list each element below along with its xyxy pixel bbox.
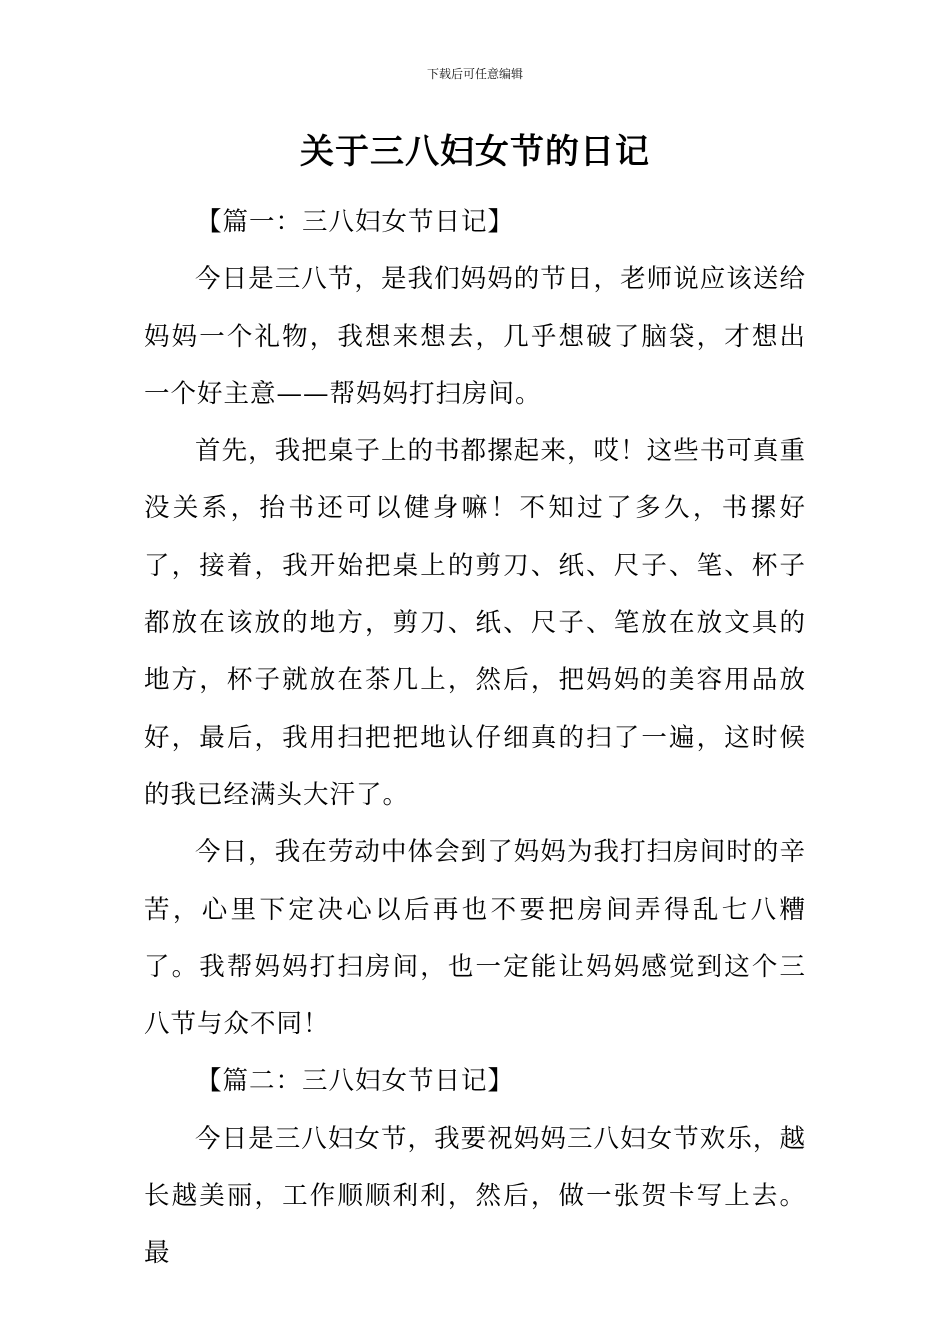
document-body <box>144 194 806 1283</box>
paragraph: 首先，我把桌子上的书都摞起来，哎！这些书可真重没关系，抬书还可以健身嘛！不知过了多久，书摞好了，接着，我开始把桌上的剪刀、纸、尺子、笔、杯子都放在该放的地方，剪刀、纸、尺子、笔放在放文具的地方，杯子就放在茶几上，然后，把妈妈的美容用品放好，最后，我用扫把把地认仔细真的扫了一遍，这时候的我已经满头大汗了。 <box>144 436 806 810</box>
header-note: 下载后可任意编辑 <box>426 67 523 81</box>
section-heading: 【篇一：三八妇女节日记】 <box>196 207 515 237</box>
paragraph: 今日是三八节，是我们妈妈的节日，老师说应该送给妈妈一个礼物，我想来想去，几乎想破了脑袋，才想出一个好主意——帮妈妈打扫房间。 <box>144 264 806 409</box>
paragraph: 今日，我在劳动中体会到了妈妈为我打扫房间时的辛苦，心里下定决心以后再也不要把房间弄得乱七八糟了。我帮妈妈打扫房间，也一定能让妈妈感觉到这个三八节与众不同！ <box>144 837 806 1040</box>
section-heading: 【篇二：三八妇女节日记】 <box>196 1066 515 1097</box>
document-title: 关于三八妇女节的日记 <box>300 132 650 172</box>
paragraph: 今日是三八妇女节，我要祝妈妈三八妇女节欢乐，越长越美丽，工作顺顺利利，然后，做一张贺卡写上去。最 <box>144 1123 806 1269</box>
